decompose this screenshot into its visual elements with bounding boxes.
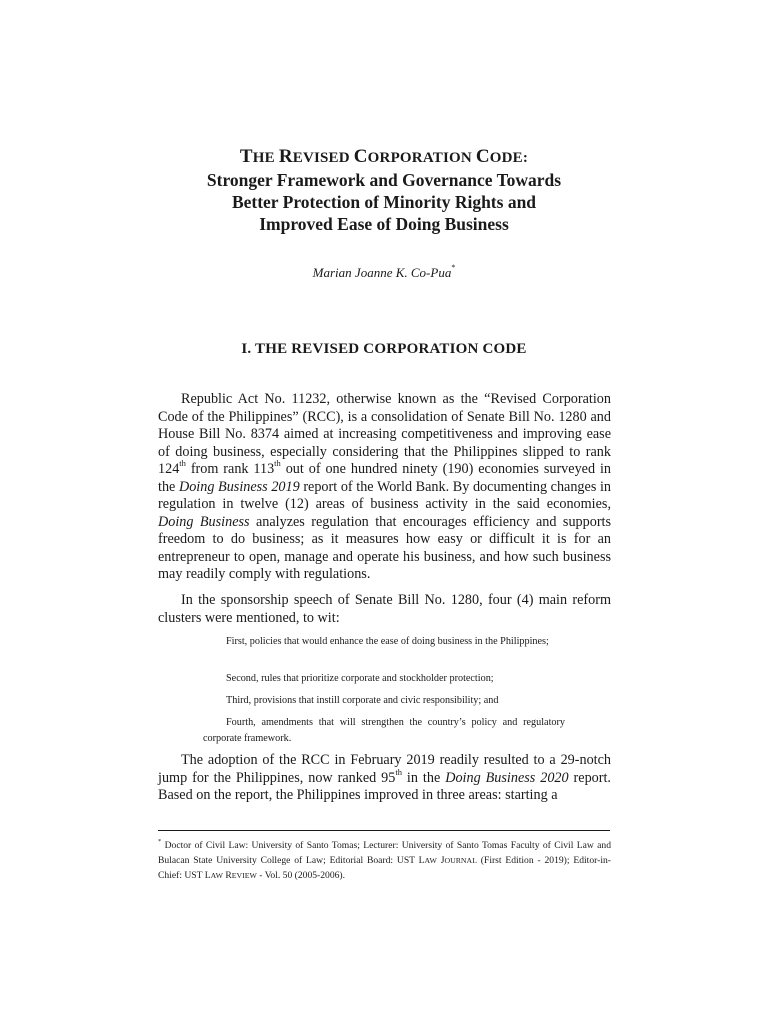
block-quote-item-2 — [203, 671, 565, 687]
paragraph-2 — [158, 592, 611, 627]
title-cap: C — [475, 146, 490, 167]
ordinal-suffix: th — [395, 766, 402, 777]
report-title: Doing Business 2020 — [445, 769, 569, 786]
footnote-text: J — [436, 855, 445, 866]
para1-text: from rank 113 — [185, 461, 275, 477]
para1-text: analyzes regulation that encourages efficiency and supports freedom to do business; as it measures how easy or difficult it is for an entrepreneur to open, manage and operate his business, and how such business may readily comply with regulations. — [158, 513, 612, 582]
title-main-line — [0, 146, 768, 169]
quote-text: First, policies that would enhance the ease of doing business in the Philippines; — [226, 636, 549, 647]
title-cap: T — [239, 146, 253, 167]
paragraph-3 — [158, 752, 611, 805]
author-name: Marian Joanne K. Co-Pua — [312, 265, 452, 280]
footnote-text: R — [222, 870, 232, 881]
subtitle-line-1: Stronger Framework and Governance Towards — [206, 170, 562, 190]
block-quote-item-3 — [203, 693, 565, 709]
paragraph-1 — [158, 391, 611, 584]
title-cap: C — [353, 146, 368, 167]
footnote-smallcaps: AW — [210, 871, 223, 880]
para2-text: In the sponsorship speech of Senate Bill No. 1280, four (4) main reform clusters were mentioned, to wit: — [158, 592, 611, 626]
article-title — [0, 146, 768, 235]
footnote-divider — [158, 830, 610, 831]
title-smallcaps: HE — [252, 150, 279, 166]
para1-text: report of the World Bank. By documenting changes in regulation in twelve (12) areas of business activity in the said economies, — [158, 478, 612, 512]
report-title: Doing Business 2019 — [178, 478, 300, 495]
ordinal-suffix: th — [274, 458, 281, 469]
subtitle-line-3: Improved Ease of Doing Business — [259, 214, 509, 234]
subtitle-line-2: Better Protection of Minority Rights and — [231, 192, 537, 212]
para1-text: Republic Act No. 11232, otherwise known as the “Revised Corporation Code of the Philippines” (RCC), is a consolidation of Senate Bill No. 1280 and House Bill No. 8374 aimed at increasing competitiveness and improving ease of doing business, especially considering that the Philippines slipped to rank 124 — [158, 391, 611, 477]
footnote-text: - Vol. 50 (2005-2006). — [256, 870, 346, 881]
title-smallcaps: ODE: — [489, 150, 529, 166]
title-cap: R — [278, 146, 293, 167]
quote-text: Fourth, amendments that will strengthen the country’s policy and regulatory corporate framework. — [203, 717, 565, 744]
author-line — [0, 265, 768, 281]
footnote-marker: * — [451, 263, 456, 272]
block-quote-item-1 — [203, 634, 565, 650]
footnote-marker: * — [158, 837, 162, 845]
block-quote-item-4 — [203, 715, 565, 747]
report-title: Doing Business — [158, 513, 250, 530]
title-smallcaps: EVISED — [292, 150, 354, 166]
para3-text: in the — [401, 769, 446, 786]
section-heading: I. THE REVISED CORPORATION CODE — [241, 341, 527, 357]
footnote — [158, 838, 611, 883]
quote-text: Third, provisions that instill corporate and civic responsibility; and — [226, 695, 499, 706]
para3-text: report. Based on the report, the Philippines improved in three areas: starting a — [158, 769, 611, 803]
para3-text: The adoption of the RCC in February 2019 readily resulted to a 29-notch jump for the Philippines, now ranked 95 — [158, 752, 611, 786]
footnote-smallcaps: OURNAL — [444, 856, 477, 865]
footnote-text: (First Edition - 2019); Editor-in-Chief: UST L — [158, 855, 611, 881]
title-smallcaps: ORPORATION — [367, 150, 476, 166]
ordinal-suffix: th — [179, 458, 186, 469]
footnote-text: Doctor of Civil Law: University of Santo Tomas; Lecturer: University of Santo Tomas Faculty of Civil Law and Bulacan State University College of Law; Editorial Board: UST L — [158, 840, 611, 866]
footnote-smallcaps: EVIEW — [231, 871, 257, 880]
para1-text: out of one hundred ninety (190) economies surveyed in the — [158, 461, 611, 495]
footnote-smallcaps: AW — [424, 856, 437, 865]
quote-text: Second, rules that prioritize corporate and stockholder protection; — [226, 673, 494, 684]
